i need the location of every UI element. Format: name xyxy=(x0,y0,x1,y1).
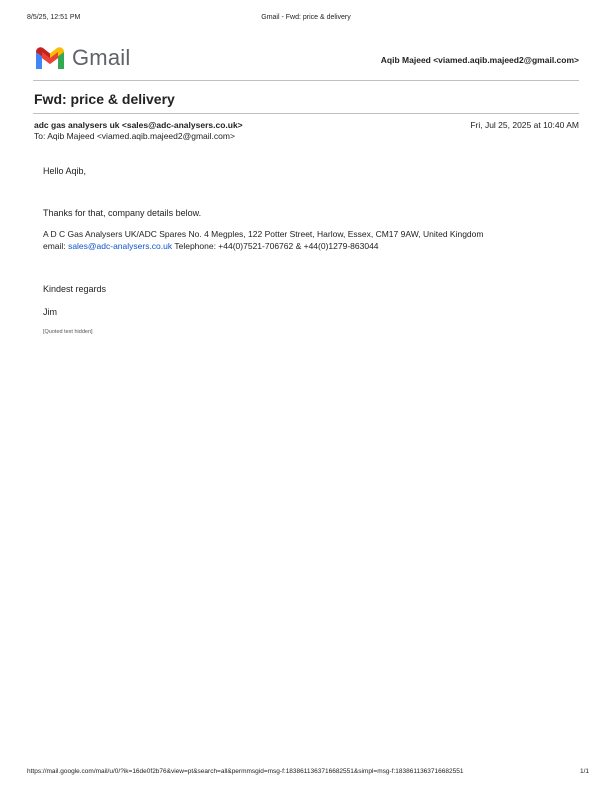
gmail-m-icon xyxy=(34,45,66,71)
quoted-text-toggle[interactable]: [Quoted text hidden] xyxy=(43,329,93,335)
gmail-wordmark: Gmail xyxy=(72,45,131,70)
print-url: https://mail.google.com/mail/u/0/?ik=16de0f2b76&view=pt&search=all&permmsgid=msg-f:1838611363716682551&simpl=msg-f:1838611363716682551 xyxy=(27,768,464,775)
company-details: A D C Gas Analysers UK/ADC Spares No. 4 Megples, 122 Potter Street, Harlow, Essex, CM17 9AW, United Kingdom xyxy=(43,229,484,239)
message-recipient: To: Aqib Majeed <viamed.aqib.majeed2@gmail.com> xyxy=(34,131,235,141)
body-thanks: Thanks for that, company details below. xyxy=(43,208,202,218)
message-date: Fri, Jul 25, 2025 at 10:40 AM xyxy=(470,120,579,130)
email-link[interactable]: sales@adc-analysers.co.uk xyxy=(68,241,173,251)
body-regards: Kindest regards xyxy=(43,284,107,294)
page-number: 1/1 xyxy=(579,768,589,775)
print-datetime: 8/5/25, 12:51 PM xyxy=(27,14,81,21)
print-title: Gmail - Fwd: price & delivery xyxy=(261,14,351,21)
subject-divider xyxy=(33,113,579,114)
email-label: email: xyxy=(43,241,66,251)
thread-subject: Fwd: price & delivery xyxy=(34,91,175,107)
header-divider xyxy=(33,80,579,81)
body-signature: Jim xyxy=(43,307,57,317)
contact-line xyxy=(43,241,379,251)
body-greeting: Hello Aqib, xyxy=(43,166,87,176)
telephone-text: Telephone: +44(0)7521-706762 & +44(0)1279-863044 xyxy=(174,241,379,251)
account-email: Aqib Majeed <viamed.aqib.majeed2@gmail.com> xyxy=(380,55,579,65)
message-sender: adc gas analysers uk <sales@adc-analysers.co.uk> xyxy=(34,120,243,130)
gmail-logo xyxy=(34,44,184,72)
